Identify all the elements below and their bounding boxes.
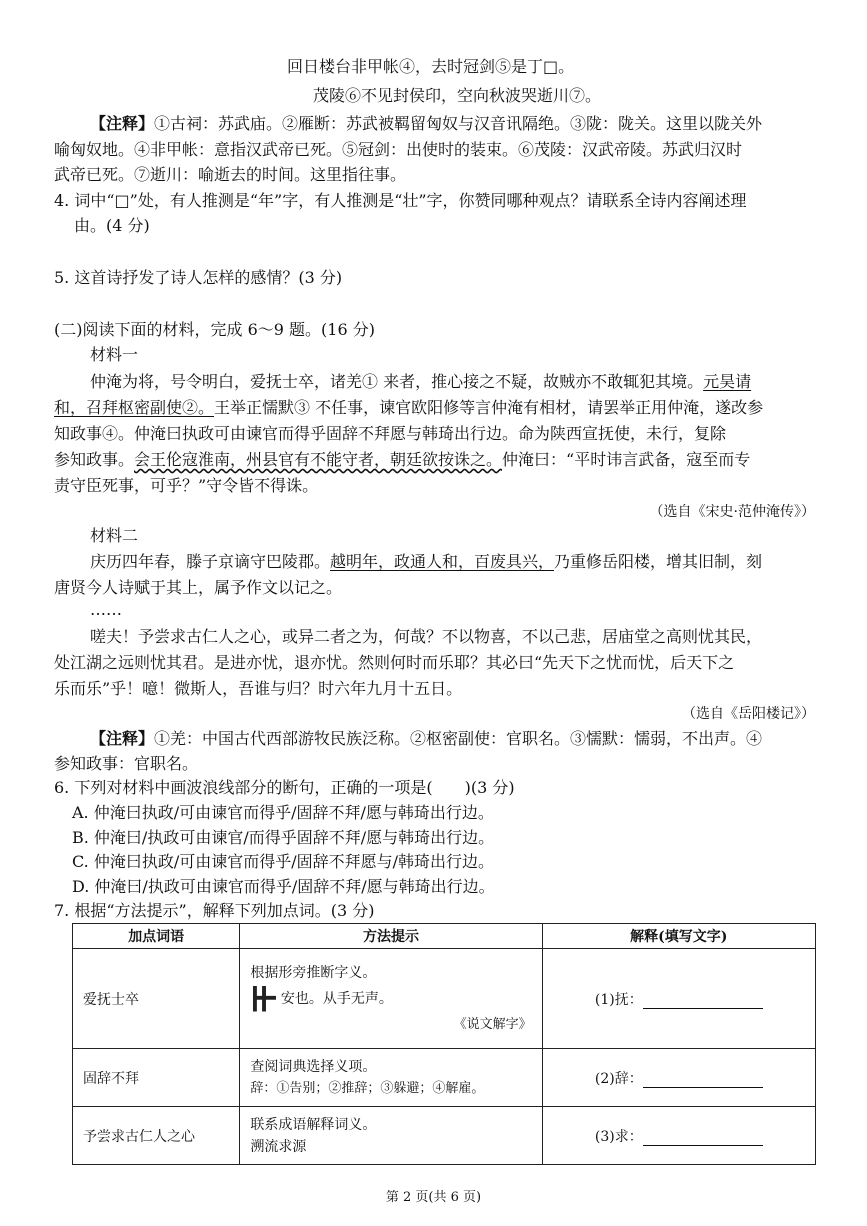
m2-line-1: 庆历四年春，滕子京谪守巴陵郡。越明年，政通人和，百废具兴，乃重修岳阳楼，增其旧制，刻 [90,552,763,571]
method-cell: 联系成语解释词义。 溯流求源 [240,1107,542,1165]
material-2-title: 材料二 [90,526,139,545]
table-row [73,1049,816,1107]
table-row [73,949,816,1049]
m2-line-5: 乐而乐”乎！噫！微斯人，吾谁与归？时六年九月十五日。 [54,679,463,698]
m1-line-3: 知政事④。仲淹曰执政可由谏官而得乎固辞不拜愿与韩琦出行边。命为陕西宣抚使，未行，复除 [54,424,727,443]
table-header-row [73,924,816,949]
header-answer: 解释(填写文字) [542,924,815,949]
answer-blank-3[interactable] [643,1131,763,1146]
poem-line-2: 茂陵⑥不见封侯印，空向秋波哭逝川⑦。 [313,86,602,105]
word-cell: 予尝求古仁人之心 [73,1107,240,1165]
answer-blank-1[interactable] [643,994,763,1009]
question-4-line-1: 4. 词中“□”处，有人推测是“年”字，有人推测是“壮”字，你赞同哪种观点？请联系全诗内容阐述理 [54,191,747,210]
header-method: 方法提示 [240,924,542,949]
option-a: A. 仲淹曰执政/可由谏官而得乎/固辞不拜/愿与韩琦出行边。 [72,803,494,822]
method-cell: 根据形旁推断字义。 安也。从手无声。 《说文解字》 [240,949,542,1049]
material-1-title: 材料一 [90,345,139,364]
note-label: 【注释】 [90,729,155,748]
word-cell: 固辞不拜 [73,1049,240,1107]
underlined-text: 和，召拜枢密副使②。 [54,398,215,417]
m2-line-2: 唐贤今人诗赋于其上，属予作文以记之。 [54,578,343,597]
header-word: 加点词语 [73,924,240,949]
underlined-text: 元昊请 [703,372,752,391]
answer-table [72,923,816,1165]
section-2-header: (二)阅读下面的材料，完成 6～9 题。(16 分) [54,320,375,339]
option-b: B. 仲淹曰/执政可由谏官/而得乎固辞不拜/愿与韩琦出行边。 [72,828,495,847]
seal-character-icon [250,986,276,1012]
question-4-line-2: 由。(4 分) [74,216,150,235]
wavy-underlined-text: 会王伦寇淮南，州县官有不能守者，朝廷欲按诛之。 [134,450,503,469]
m1-line-1: 仲淹为将，号令明白，爱抚士卒，诸羌① 来者，推心接之不疑，故贼亦不敢辄犯其境。元昊请 [90,372,752,391]
note-text: ①古祠：苏武庙。②雁断：苏武被羁留匈奴与汉音讯隔绝。③陇：陇关。这里以陇关外 [154,114,763,133]
m1-line-2: 和，召拜枢密副使②。王举正懦默③ 不任事，谏官欧阳修等言仲淹有相材，请罢举正用仲淹，遂改参 [54,398,764,417]
method-cell: 查阅词典选择义项。 辞：①告别；②推辞；③躲避；④解雇。 [240,1049,542,1107]
m2-line-3: 嗟夫！予尝求古仁人之心，或异二者之为，何哉？不以物喜，不以己悲，居庙堂之高则忧其民， [90,627,763,646]
question-7-stem: 7. 根据“方法提示”，解释下列加点词。(3 分) [54,901,375,920]
page-footer: 第 2 页(共 6 页) [385,1190,482,1205]
option-d: D. 仲淹曰/执政可由谏官而得乎/固辞不拜/愿与韩琦出行边。 [72,877,495,896]
note1-line-2: 喻匈奴地。④非甲帐：意指汉武帝已死。⑤冠剑：出使时的装束。⑥茂陵：汉武帝陵。苏武归汉时 [54,140,743,159]
word-cell: 爱抚士卒 [73,949,240,1049]
m1-line-5: 责守臣死事，可乎？”守令皆不得诛。 [54,476,319,495]
table-row [73,1107,816,1165]
underlined-text: 越明年，政通人和，百废具兴， [330,552,555,571]
answer-cell: (2)辞： [542,1049,815,1107]
note2-line-1: 【注释】①羌：中国古代西部游牧民族泛称。②枢密副使：官职名。③懦默：懦弱，不出声。④ [90,729,763,748]
option-c: C. 仲淹曰执政/可由谏官而得乎/固辞不拜愿与/韩琦出行边。 [72,852,495,871]
poem-line-1: 回日楼台非甲帐④，去时冠剑⑤是丁□。 [287,57,575,76]
source-note: 《说文解字》 [453,1016,532,1032]
source-citation: （选自《宋史·范仲淹传》） [649,504,815,520]
note2-line-2: 参知政事：官职名。 [54,754,199,773]
note1-line-1 [90,112,762,136]
m2-line-4: 处江湖之远则忧其君。是进亦忧，退亦忧。然则何时而乐耶？其必曰“先天下之忧而忧，后天下之 [54,653,735,672]
question-5: 5. 这首诗抒发了诗人怎样的感情？(3 分) [54,268,343,287]
answer-cell: (1)抚： [542,949,815,1049]
answer-cell: (3)求： [542,1107,815,1165]
note-label: 【注释】 [90,114,155,133]
question-6-stem: 6. 下列对材料中画波浪线部分的断句，正确的一项是( )(3 分) [54,778,515,797]
answer-blank-2[interactable] [643,1073,763,1088]
ellipsis: …… [90,600,122,619]
source-citation: （选自《岳阳楼记》） [682,706,815,722]
m1-line-4: 参知政事。会王伦寇淮南，州县官有不能守者，朝廷欲按诛之。仲淹曰：“平时讳言武备，寇至而专 [54,450,751,469]
note1-line-3: 武帝已死。⑦逝川：喻逝去的时间。这里指往事。 [54,165,407,184]
